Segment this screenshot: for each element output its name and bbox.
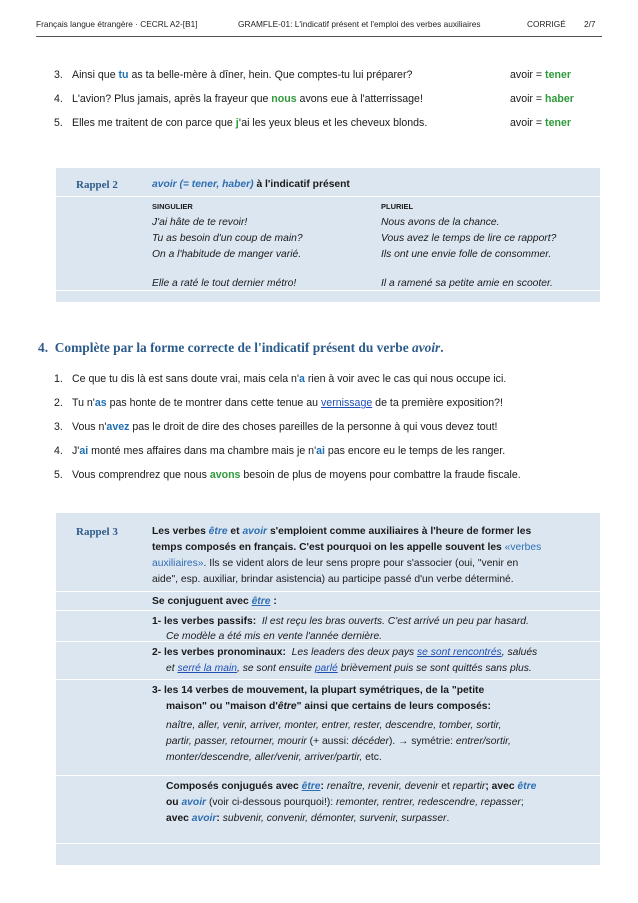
rappel-3-box: [56, 513, 600, 865]
header-title: GRAMFLE-01: L'indicatif présent et l'emploi des verbes auxiliaires: [238, 19, 481, 29]
header-label: CORRIGÉ: [527, 19, 566, 29]
header-page: 2/7: [584, 19, 596, 29]
rappel-3-intro: Les verbes être et avoir s'emploient comme auxiliaires à l'heure de former les: [152, 526, 532, 537]
list-item: 5. Vous comprendrez que nous avons besoin de plus de moyens pour combattre la fraude fiscale.: [54, 469, 521, 481]
plur-example: Nous avons de la chance.: [381, 217, 500, 228]
col-header-singulier: SINGULIER: [152, 202, 193, 211]
rule-passifs-example: Ce modèle a été mis en vente l'année dernière.: [166, 631, 383, 642]
rappel-2-label: Rappel 2: [76, 179, 118, 191]
rule-pronominaux: 2- les verbes pronominaux: Les leaders des deux pays se sont rencontrés, salués: [152, 647, 538, 658]
sing-example: Tu as besoin d'un coup de main?: [152, 233, 303, 244]
rule-mouvement: 3- les 14 verbes de mouvement, la plupart symétriques, de la "petite: [152, 685, 485, 696]
list-item: 4. J'ai monté mes affaires dans ma chambre mais je n'ai pas encore eu le temps de les ranger.: [54, 445, 506, 457]
plur-example: Il a ramené sa petite amie en scooter.: [381, 278, 553, 289]
sing-example: Elle a raté le tout dernier métro!: [152, 278, 297, 289]
sing-example: J'ai hâte de te revoir!: [152, 217, 248, 228]
vernissage-link[interactable]: vernissage: [321, 397, 373, 409]
list-item: 5. Elles me traitent de con parce que j'ai les yeux bleus et les cheveux blonds.: [54, 117, 428, 129]
rule-mouvement-2: maison" ou "maison d'être" ainsi que certains de leurs composés:: [166, 701, 491, 712]
composes-line: Composés conjugués avec être: renaître, revenir, devenir et repartir; avec être: [166, 781, 537, 792]
conj-heading: Se conjuguent avec être :: [152, 596, 277, 607]
rappel-2-title: avoir (= tener, haber) à l'indicatif présent: [152, 179, 350, 190]
sing-example: On a l'habitude de manger varié.: [152, 249, 302, 260]
header-rule: [36, 36, 602, 37]
verb-list: monter/descendre, aller/venir, arriver/partir, etc.: [166, 752, 382, 763]
rappel-3-intro-2: temps composés en français. C'est pourquoi on les appelle souvent les «verbes: [152, 542, 542, 553]
answer: avoir = tener: [510, 117, 571, 129]
section-heading: 4. Complète par la forme correcte de l'indicatif présent du verbe avoir.: [38, 340, 444, 355]
plur-example: Vous avez le temps de lire ce rapport?: [381, 233, 557, 244]
answer: avoir = haber: [510, 93, 574, 105]
plur-example: Ils ont une envie folle de consommer.: [381, 249, 552, 260]
list-item: 1. Ce que tu dis là est sans doute vrai, mais cela n'a rien à voir avec le cas qui nous occupe ici.: [54, 373, 507, 385]
list-item: 2. Tu n'as pas honte de te montrer dans cette tenue au vernissage de ta première exposition?!: [54, 397, 503, 409]
rappel-2-box: [56, 168, 600, 302]
list-item: 4. L'avion? Plus jamais, après la frayeur que nous avons eue à l'atterrissage!: [54, 93, 423, 105]
verb-list: partir, passer, retourner, mourir (+ aussi: décéder). → symétrie: entrer/sortir,: [166, 736, 511, 747]
list-item: 3. Ainsi que tu as ta belle-mère à dîner, hein. Que comptes-tu lui préparer?: [54, 69, 413, 81]
rappel-3-intro-4: aide", esp. auxiliar, brindar asistencia) au participe passé d'un verbe déterminé.: [152, 574, 514, 585]
rule-pronominaux-example: et serré la main, se sont ensuite parlé brièvement puis se sont quittés sans plus.: [166, 663, 532, 674]
rappel-3-intro-3: auxiliaires». Ils se vident alors de leur sens propre pour s'associer (oui, "venir en: [152, 558, 519, 569]
composes-line: avec avoir: subvenir, convenir, démonter, survenir, surpasser.: [166, 813, 450, 824]
list-item: 3. Vous n'avez pas le droit de dire des choses pareilles de la personne à qui vous devez tout!: [54, 421, 498, 433]
rappel-3-label: Rappel 3: [76, 526, 118, 538]
rule-passifs: 1- les verbes passifs: Il est reçu les bras ouverts. C'est arrivé un peu par hasard.: [152, 616, 529, 627]
verb-list: naître, aller, venir, arriver, monter, entrer, rester, descendre, tomber, sortir,: [166, 720, 502, 731]
composes-line: ou avoir (voir ci-dessous pourquoi!): remonter, rentrer, redescendre, repasser;: [166, 797, 524, 808]
answer: avoir = tener: [510, 69, 571, 81]
col-header-pluriel: PLURIEL: [381, 202, 414, 211]
header-course: Français langue étrangère · CECRL A2-[B1]: [36, 19, 198, 29]
